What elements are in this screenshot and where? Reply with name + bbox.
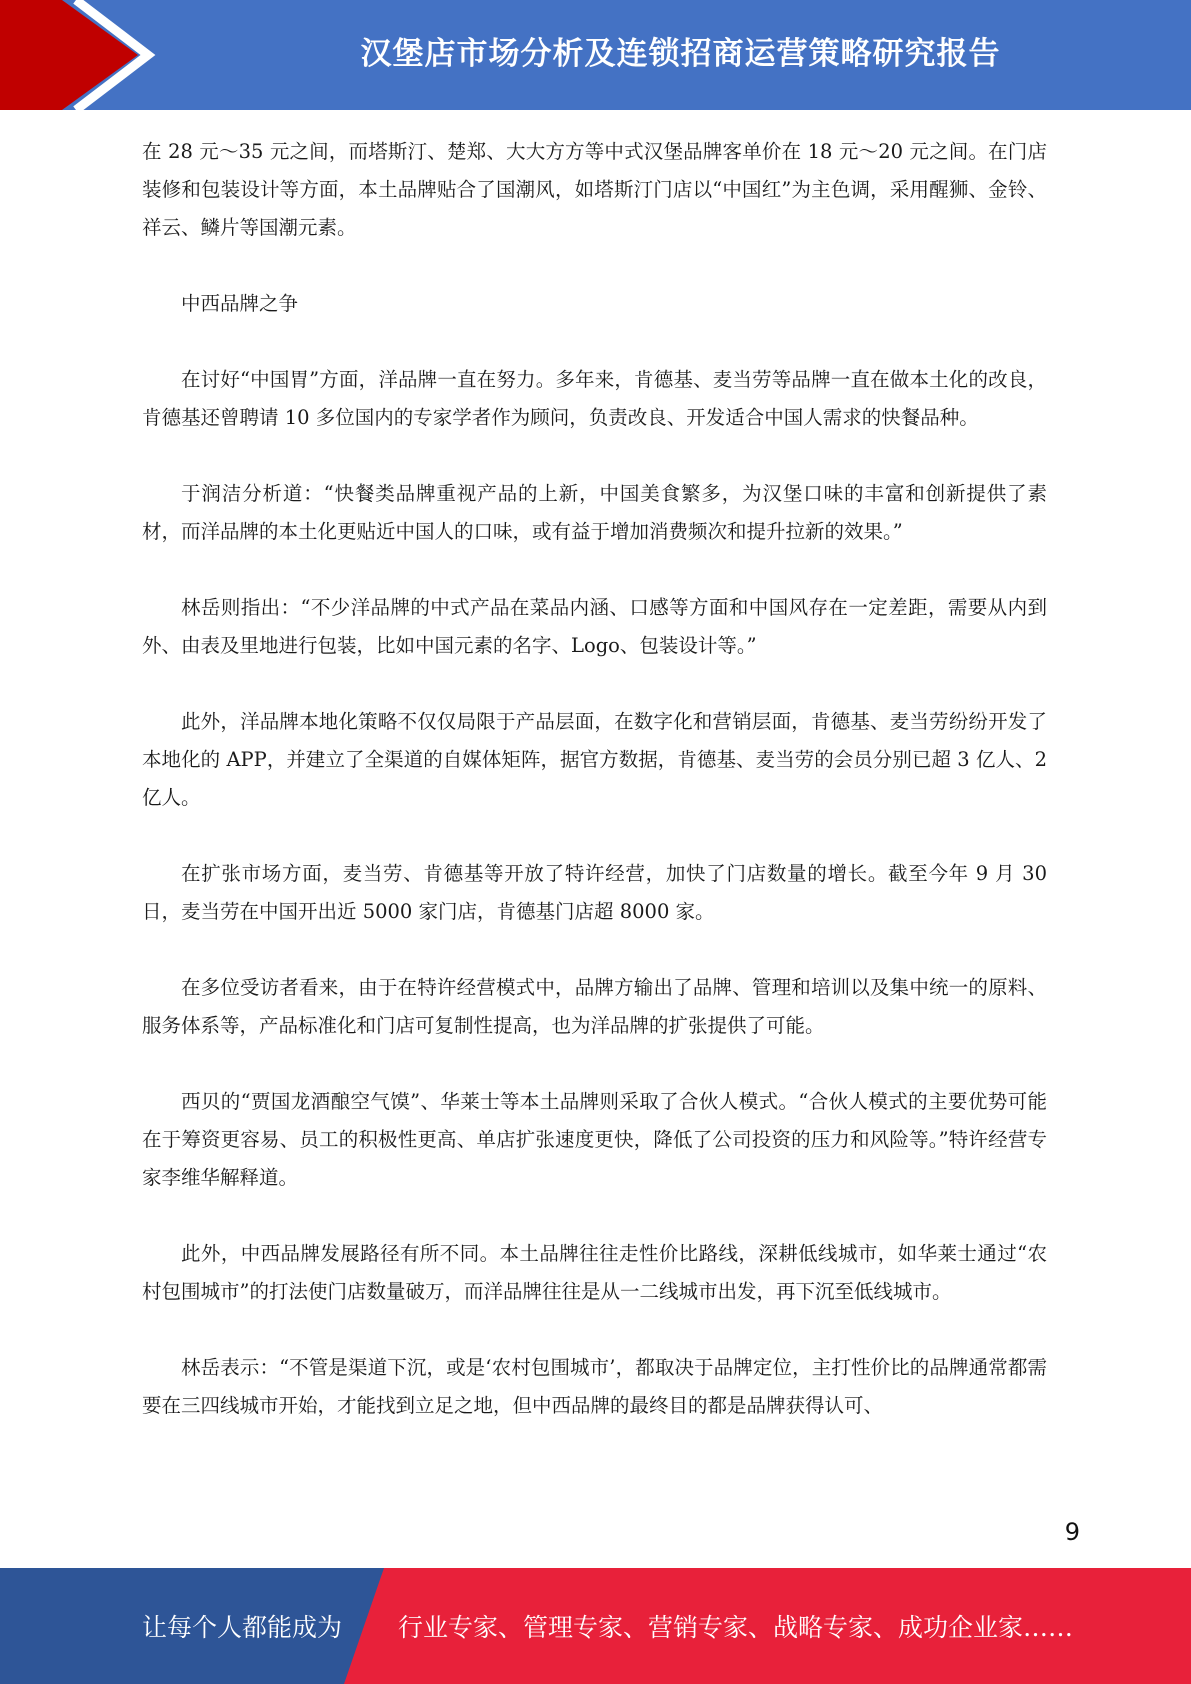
page-number: 9	[1064, 1518, 1080, 1546]
paragraph: 林岳表示：“不管是渠道下沉，或是‘农村包围城市’，都取决于品牌定位，主打性价比的品牌通常都需要在三四线城市开始，才能找到立足之地，但中西品牌的最终目的都是品牌获得认可、	[142, 1356, 1047, 1417]
paragraph: 在扩张市场方面，麦当劳、肯德基等开放了特许经营，加快了门店数量的增长。截至今年 9 月 30 日，麦当劳在中国开出近 5000 家门店，肯德基门店超 8000 家。	[142, 862, 1047, 923]
report-title: 汉堡店市场分析及连锁招商运营策略研究报告	[360, 35, 1001, 72]
footer-slogan-left: 让每个人都能成为	[142, 1613, 343, 1642]
paragraph: 于润洁分析道：“快餐类品牌重视产品的上新，中国美食繁多，为汉堡口味的丰富和创新提供了素材，而洋品牌的本土化更贴近中国人的口味，或有益于增加消费频次和提升拉新的效果。”	[142, 482, 1047, 543]
paragraph: 此外，洋品牌本地化策略不仅仅局限于产品层面，在数字化和营销层面，肯德基、麦当劳纷纷开发了本地化的 APP，并建立了全渠道的自媒体矩阵，据官方数据，肯德基、麦当劳的会员分别已超 3 亿人、2 亿人。	[142, 710, 1047, 809]
section-heading: 中西品牌之争	[181, 292, 299, 315]
page-footer	[0, 1568, 1191, 1684]
paragraph: 在讨好“中国胃”方面，洋品牌一直在努力。多年来，肯德基、麦当劳等品牌一直在做本土化的改良，肯德基还曾聘请 10 多位国内的专家学者作为顾问，负责改良、开发适合中国人需求的快餐品种。	[142, 368, 1047, 429]
paragraph: 在 28 元～35 元之间，而塔斯汀、楚郑、大大方方等中式汉堡品牌客单价在 18 元～20 元之间。在门店装修和包装设计等方面，本土品牌贴合了国潮风，如塔斯汀门店以“中国红”为主色调，采用醒狮、金铃、祥云、鳞片等国潮元素。	[142, 140, 1047, 239]
paragraph: 林岳则指出：“不少洋品牌的中式产品在菜品内涵、口感等方面和中国风存在一定差距，需要从内到外、由表及里地进行包装，比如中国元素的名字、Logo、包装设计等。”	[142, 596, 1047, 657]
document-body	[142, 133, 1047, 1425]
chevron-arrow-icon	[0, 0, 160, 110]
footer-slogan-right: 行业专家、管理专家、营销专家、战略专家、成功企业家……	[398, 1613, 1074, 1642]
page-header	[0, 0, 1191, 110]
paragraph: 西贝的“贾国龙酒酿空气馍”、华莱士等本土品牌则采取了合伙人模式。“合伙人模式的主要优势可能在于筹资更容易、员工的积极性更高、单店扩张速度更快，降低了公司投资的压力和风险等。”特许经营专家李维华解释道。	[142, 1090, 1047, 1189]
paragraph: 在多位受访者看来，由于在特许经营模式中，品牌方输出了品牌、管理和培训以及集中统一的原料、服务体系等，产品标准化和门店可复制性提高，也为洋品牌的扩张提供了可能。	[142, 976, 1047, 1037]
paragraph: 此外，中西品牌发展路径有所不同。本土品牌往往走性价比路线，深耕低线城市，如华莱士通过“农村包围城市”的打法使门店数量破万，而洋品牌往往是从一二线城市出发，再下沉至低线城市。	[142, 1242, 1047, 1303]
